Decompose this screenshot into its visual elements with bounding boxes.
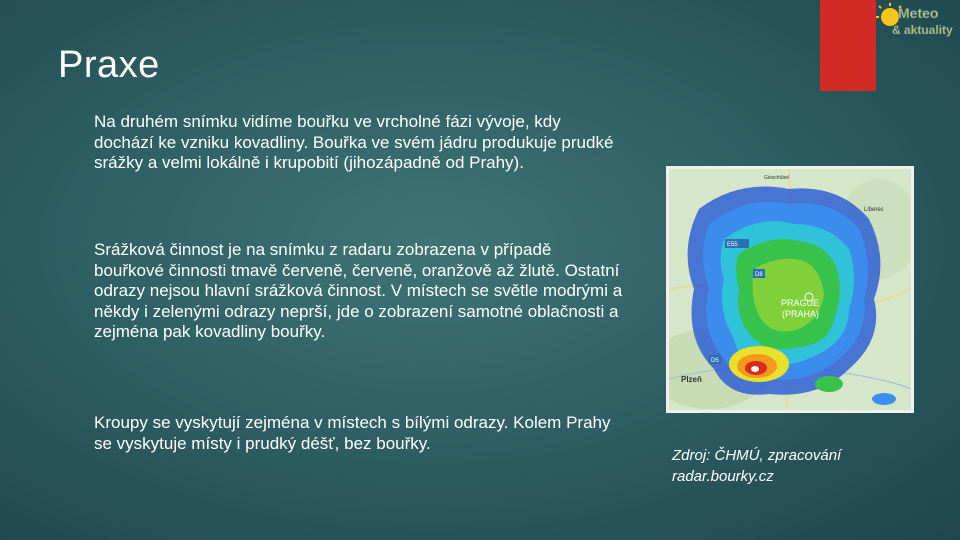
- logo-line1: Meteo: [898, 5, 939, 21]
- caption-line1: Zdroj: ČHMÚ, zpracování: [672, 447, 842, 464]
- map-road-d8: D8: [755, 272, 763, 278]
- radar-image: [666, 166, 914, 413]
- paragraph-hail: Kroupy se vyskytují zejména v místech s bílými odrazy. Kolem Prahy se vyskytuje místy i prudký déšť, bez bouřky.: [94, 413, 611, 453]
- slide-title: Praxe: [58, 44, 160, 86]
- caption-line2: radar.bourky.cz: [672, 468, 774, 485]
- meteo-logo: [876, 0, 960, 40]
- map-label-plzen: Plzeň: [681, 375, 702, 384]
- map-label-giechuile: Gieschübel: [764, 175, 790, 181]
- image-caption: [672, 445, 912, 487]
- accent-bar: [820, 0, 876, 91]
- map-road-d5: D5: [711, 358, 719, 364]
- map-label-prague: PRAGUE: [781, 298, 820, 308]
- logo-line2: & aktuality: [892, 23, 953, 37]
- map-road-e55: E55: [727, 242, 738, 248]
- map-label-liberec: Liberec: [864, 207, 884, 213]
- map-label-prague-local: (PRAHA): [782, 309, 820, 319]
- paragraph-storm-peak: Na druhém snímku vidíme bouřku ve vrcholné fázi vývoje, kdy dochází ke vzniku kovadliny. Bouřka ve svém jádru produkuje prudké srážky a velmi lokálně i krupobití (jihozápadně od Prahy).: [94, 112, 614, 172]
- paragraph-radar-colors: Srážková činnost je na snímku z radaru zobrazena v případě bouřkové činnosti tmavě červeně, červeně, oranžově až žlutě. Ostatní odrazy nejsou hlavní srážková činnost. V místech se světle modrými a někdy i zelenými odrazy neprší, jde o zobrazení samotné oblačnosti a zejména pak kovadliny bouřky.: [94, 240, 623, 341]
